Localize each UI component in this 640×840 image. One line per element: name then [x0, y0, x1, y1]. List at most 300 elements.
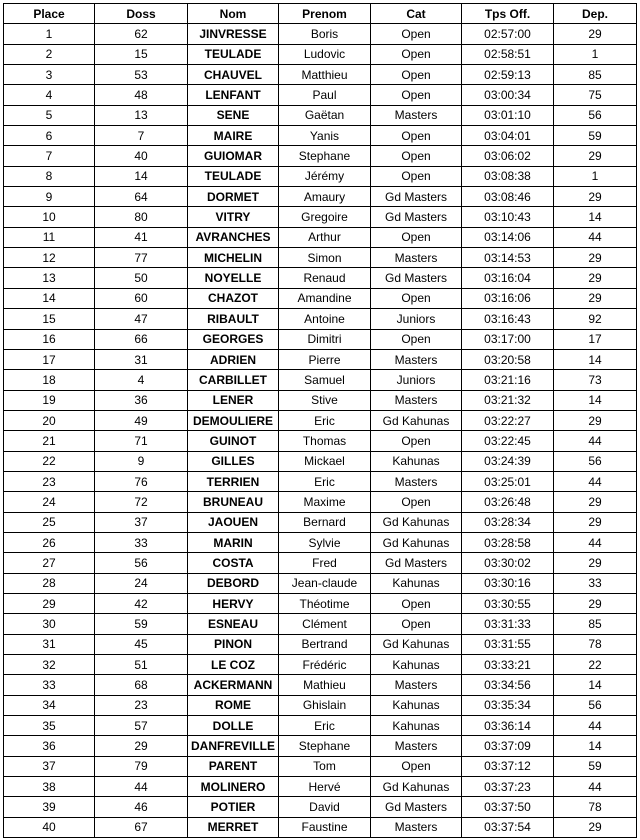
cell-prenom: Ghislain: [279, 695, 371, 715]
cell-cat: Open: [371, 126, 462, 146]
cell-nom: LE COZ: [188, 655, 279, 675]
cell-tps-off: 03:24:39: [462, 451, 554, 471]
table-row: [4, 309, 637, 329]
table-row: [4, 492, 637, 512]
cell-prenom: Jean-claude: [279, 573, 371, 593]
cell-cat: Kahunas: [371, 695, 462, 715]
cell-doss: 57: [95, 716, 188, 736]
cell-nom: TERRIEN: [188, 471, 279, 491]
cell-doss: 47: [95, 309, 188, 329]
cell-doss: 4: [95, 370, 188, 390]
table-row: [4, 736, 637, 756]
cell-cat: Open: [371, 227, 462, 247]
cell-cat: Gd Masters: [371, 187, 462, 207]
cell-tps-off: 03:21:16: [462, 370, 554, 390]
table-row: [4, 24, 637, 44]
cell-place: 20: [4, 410, 95, 430]
cell-nom: MOLINERO: [188, 777, 279, 797]
cell-tps-off: 03:31:33: [462, 614, 554, 634]
cell-place: 38: [4, 777, 95, 797]
table-row: [4, 471, 637, 491]
cell-cat: Juniors: [371, 309, 462, 329]
cell-doss: 48: [95, 85, 188, 105]
cell-nom: CARBILLET: [188, 370, 279, 390]
cell-cat: Open: [371, 146, 462, 166]
cell-nom: GEORGES: [188, 329, 279, 349]
cell-doss: 71: [95, 431, 188, 451]
table-row: [4, 593, 637, 613]
cell-dep: 29: [554, 268, 637, 288]
cell-tps-off: 03:33:21: [462, 655, 554, 675]
cell-place: 7: [4, 146, 95, 166]
cell-nom: PINON: [188, 634, 279, 654]
cell-nom: GILLES: [188, 451, 279, 471]
cell-tps-off: 03:22:27: [462, 410, 554, 430]
cell-cat: Masters: [371, 817, 462, 837]
table-row: [4, 166, 637, 186]
cell-tps-off: 03:28:34: [462, 512, 554, 532]
cell-tps-off: 03:04:01: [462, 126, 554, 146]
cell-place: 10: [4, 207, 95, 227]
cell-dep: 56: [554, 451, 637, 471]
cell-place: 4: [4, 85, 95, 105]
cell-nom: MERRET: [188, 817, 279, 837]
cell-doss: 67: [95, 817, 188, 837]
cell-dep: 59: [554, 756, 637, 776]
table-row: [4, 614, 637, 634]
cell-nom: COSTA: [188, 553, 279, 573]
table-row: [4, 553, 637, 573]
cell-place: 18: [4, 370, 95, 390]
cell-cat: Open: [371, 614, 462, 634]
cell-prenom: Stephane: [279, 736, 371, 756]
cell-tps-off: 03:10:43: [462, 207, 554, 227]
cell-dep: 29: [554, 187, 637, 207]
cell-prenom: Stephane: [279, 146, 371, 166]
cell-prenom: Paul: [279, 85, 371, 105]
cell-place: 3: [4, 65, 95, 85]
cell-prenom: Dimitri: [279, 329, 371, 349]
cell-doss: 45: [95, 634, 188, 654]
cell-doss: 80: [95, 207, 188, 227]
table-row: [4, 65, 637, 85]
cell-prenom: Pierre: [279, 349, 371, 369]
cell-cat: Gd Masters: [371, 207, 462, 227]
cell-doss: 14: [95, 166, 188, 186]
table-row: [4, 655, 637, 675]
cell-nom: DEMOULIERE: [188, 410, 279, 430]
table-row: [4, 105, 637, 125]
cell-tps-off: 03:08:46: [462, 187, 554, 207]
cell-nom: VITRY: [188, 207, 279, 227]
cell-dep: 29: [554, 248, 637, 268]
cell-cat: Gd Kahunas: [371, 512, 462, 532]
cell-doss: 23: [95, 695, 188, 715]
cell-nom: DORMET: [188, 187, 279, 207]
cell-nom: BRUNEAU: [188, 492, 279, 512]
cell-prenom: Ludovic: [279, 44, 371, 64]
cell-doss: 62: [95, 24, 188, 44]
cell-prenom: Mathieu: [279, 675, 371, 695]
cell-nom: GUINOT: [188, 431, 279, 451]
cell-doss: 33: [95, 532, 188, 552]
cell-prenom: Renaud: [279, 268, 371, 288]
cell-tps-off: 03:37:50: [462, 797, 554, 817]
cell-doss: 72: [95, 492, 188, 512]
cell-cat: Open: [371, 593, 462, 613]
table-row: [4, 207, 637, 227]
header-prenom: Prenom: [279, 4, 371, 24]
cell-cat: Juniors: [371, 370, 462, 390]
cell-dep: 44: [554, 471, 637, 491]
cell-nom: PARENT: [188, 756, 279, 776]
cell-doss: 50: [95, 268, 188, 288]
cell-doss: 60: [95, 288, 188, 308]
cell-place: 27: [4, 553, 95, 573]
cell-prenom: Théotime: [279, 593, 371, 613]
cell-doss: 66: [95, 329, 188, 349]
cell-cat: Masters: [371, 248, 462, 268]
cell-place: 15: [4, 309, 95, 329]
cell-prenom: Stive: [279, 390, 371, 410]
cell-doss: 29: [95, 736, 188, 756]
cell-tps-off: 03:17:00: [462, 329, 554, 349]
cell-dep: 29: [554, 593, 637, 613]
cell-tps-off: 03:31:55: [462, 634, 554, 654]
cell-dep: 56: [554, 105, 637, 125]
cell-doss: 59: [95, 614, 188, 634]
cell-prenom: Fred: [279, 553, 371, 573]
cell-doss: 13: [95, 105, 188, 125]
cell-tps-off: 03:06:02: [462, 146, 554, 166]
cell-prenom: Amandine: [279, 288, 371, 308]
table-row: [4, 146, 637, 166]
cell-prenom: Thomas: [279, 431, 371, 451]
cell-place: 33: [4, 675, 95, 695]
table-row: [4, 268, 637, 288]
table-row: [4, 716, 637, 736]
cell-dep: 29: [554, 146, 637, 166]
cell-tps-off: 03:21:32: [462, 390, 554, 410]
table-row: [4, 675, 637, 695]
cell-doss: 40: [95, 146, 188, 166]
cell-place: 26: [4, 532, 95, 552]
table-row: [4, 44, 637, 64]
cell-prenom: Boris: [279, 24, 371, 44]
cell-nom: POTIER: [188, 797, 279, 817]
table-row: [4, 777, 637, 797]
cell-cat: Masters: [371, 349, 462, 369]
cell-tps-off: 03:37:12: [462, 756, 554, 776]
cell-nom: CHAZOT: [188, 288, 279, 308]
cell-doss: 77: [95, 248, 188, 268]
cell-cat: Masters: [371, 675, 462, 695]
cell-dep: 33: [554, 573, 637, 593]
cell-place: 6: [4, 126, 95, 146]
cell-doss: 36: [95, 390, 188, 410]
cell-nom: ESNEAU: [188, 614, 279, 634]
cell-nom: GUIOMAR: [188, 146, 279, 166]
cell-tps-off: 03:30:55: [462, 593, 554, 613]
cell-doss: 7: [95, 126, 188, 146]
cell-cat: Open: [371, 288, 462, 308]
cell-dep: 14: [554, 207, 637, 227]
cell-tps-off: 03:16:06: [462, 288, 554, 308]
cell-place: 36: [4, 736, 95, 756]
cell-tps-off: 03:14:06: [462, 227, 554, 247]
cell-prenom: Mickael: [279, 451, 371, 471]
table-row: [4, 512, 637, 532]
cell-place: 13: [4, 268, 95, 288]
table-row: [4, 288, 637, 308]
cell-tps-off: 03:26:48: [462, 492, 554, 512]
cell-cat: Open: [371, 756, 462, 776]
cell-nom: LENER: [188, 390, 279, 410]
cell-dep: 22: [554, 655, 637, 675]
cell-tps-off: 03:34:56: [462, 675, 554, 695]
cell-tps-off: 03:16:04: [462, 268, 554, 288]
cell-prenom: Tom: [279, 756, 371, 776]
cell-doss: 37: [95, 512, 188, 532]
cell-dep: 92: [554, 309, 637, 329]
cell-place: 32: [4, 655, 95, 675]
cell-dep: 29: [554, 288, 637, 308]
cell-dep: 17: [554, 329, 637, 349]
cell-nom: JAOUEN: [188, 512, 279, 532]
cell-doss: 44: [95, 777, 188, 797]
cell-place: 8: [4, 166, 95, 186]
header-place: Place: [4, 4, 95, 24]
cell-cat: Open: [371, 166, 462, 186]
cell-dep: 59: [554, 126, 637, 146]
cell-dep: 44: [554, 532, 637, 552]
cell-tps-off: 02:58:51: [462, 44, 554, 64]
table-row: [4, 349, 637, 369]
cell-doss: 51: [95, 655, 188, 675]
table-row: [4, 573, 637, 593]
cell-dep: 75: [554, 85, 637, 105]
cell-dep: 56: [554, 695, 637, 715]
cell-nom: SENE: [188, 105, 279, 125]
table-row: [4, 370, 637, 390]
cell-dep: 1: [554, 166, 637, 186]
cell-prenom: Gregoire: [279, 207, 371, 227]
cell-cat: Open: [371, 492, 462, 512]
cell-cat: Masters: [371, 471, 462, 491]
cell-doss: 49: [95, 410, 188, 430]
cell-prenom: Clément: [279, 614, 371, 634]
cell-dep: 44: [554, 777, 637, 797]
cell-prenom: Eric: [279, 410, 371, 430]
cell-doss: 64: [95, 187, 188, 207]
cell-prenom: Maxime: [279, 492, 371, 512]
cell-cat: Masters: [371, 390, 462, 410]
cell-prenom: Yanis: [279, 126, 371, 146]
cell-cat: Open: [371, 44, 462, 64]
header-tps-off: Tps Off.: [462, 4, 554, 24]
cell-prenom: Sylvie: [279, 532, 371, 552]
table-row: [4, 329, 637, 349]
cell-place: 37: [4, 756, 95, 776]
cell-cat: Masters: [371, 105, 462, 125]
cell-nom: RIBAULT: [188, 309, 279, 329]
cell-nom: JINVRESSE: [188, 24, 279, 44]
header-doss: Doss: [95, 4, 188, 24]
cell-cat: Gd Masters: [371, 268, 462, 288]
cell-place: 14: [4, 288, 95, 308]
cell-place: 25: [4, 512, 95, 532]
cell-cat: Open: [371, 24, 462, 44]
cell-cat: Kahunas: [371, 451, 462, 471]
cell-tps-off: 03:25:01: [462, 471, 554, 491]
cell-cat: Gd Kahunas: [371, 777, 462, 797]
table-row: [4, 431, 637, 451]
cell-nom: LENFANT: [188, 85, 279, 105]
cell-prenom: Jérémy: [279, 166, 371, 186]
cell-nom: DOLLE: [188, 716, 279, 736]
cell-dep: 14: [554, 349, 637, 369]
cell-tps-off: 03:28:58: [462, 532, 554, 552]
cell-nom: CHAUVEL: [188, 65, 279, 85]
cell-doss: 31: [95, 349, 188, 369]
cell-nom: NOYELLE: [188, 268, 279, 288]
cell-dep: 29: [554, 553, 637, 573]
cell-prenom: Simon: [279, 248, 371, 268]
cell-nom: TEULADE: [188, 44, 279, 64]
cell-place: 29: [4, 593, 95, 613]
cell-place: 2: [4, 44, 95, 64]
header-cat: Cat: [371, 4, 462, 24]
cell-place: 1: [4, 24, 95, 44]
cell-dep: 78: [554, 634, 637, 654]
cell-nom: DEBORD: [188, 573, 279, 593]
cell-cat: Gd Masters: [371, 553, 462, 573]
cell-place: 22: [4, 451, 95, 471]
table-row: [4, 756, 637, 776]
cell-doss: 41: [95, 227, 188, 247]
cell-prenom: Amaury: [279, 187, 371, 207]
cell-place: 24: [4, 492, 95, 512]
cell-dep: 29: [554, 817, 637, 837]
cell-place: 30: [4, 614, 95, 634]
cell-place: 31: [4, 634, 95, 654]
cell-doss: 9: [95, 451, 188, 471]
cell-place: 21: [4, 431, 95, 451]
cell-prenom: Eric: [279, 471, 371, 491]
cell-dep: 44: [554, 716, 637, 736]
table-row: [4, 634, 637, 654]
cell-prenom: Arthur: [279, 227, 371, 247]
cell-prenom: Samuel: [279, 370, 371, 390]
cell-cat: Kahunas: [371, 716, 462, 736]
cell-prenom: Antoine: [279, 309, 371, 329]
cell-nom: AVRANCHES: [188, 227, 279, 247]
cell-dep: 14: [554, 675, 637, 695]
table-row: [4, 390, 637, 410]
cell-dep: 14: [554, 736, 637, 756]
cell-tps-off: 03:00:34: [462, 85, 554, 105]
cell-nom: HERVY: [188, 593, 279, 613]
cell-dep: 29: [554, 492, 637, 512]
table-row: [4, 227, 637, 247]
header-nom: Nom: [188, 4, 279, 24]
cell-cat: Gd Masters: [371, 797, 462, 817]
cell-place: 11: [4, 227, 95, 247]
cell-dep: 85: [554, 614, 637, 634]
table-row: [4, 248, 637, 268]
table-row: [4, 532, 637, 552]
cell-tps-off: 03:30:02: [462, 553, 554, 573]
cell-nom: TEULADE: [188, 166, 279, 186]
cell-tps-off: 03:30:16: [462, 573, 554, 593]
cell-prenom: Frédéric: [279, 655, 371, 675]
cell-nom: DANFREVILLE: [188, 736, 279, 756]
cell-cat: Kahunas: [371, 655, 462, 675]
cell-doss: 42: [95, 593, 188, 613]
cell-cat: Open: [371, 65, 462, 85]
cell-nom: MARIN: [188, 532, 279, 552]
cell-nom: MAIRE: [188, 126, 279, 146]
cell-place: 23: [4, 471, 95, 491]
cell-nom: ROME: [188, 695, 279, 715]
cell-place: 16: [4, 329, 95, 349]
cell-prenom: Bertrand: [279, 634, 371, 654]
cell-doss: 79: [95, 756, 188, 776]
table-row: [4, 410, 637, 430]
cell-doss: 53: [95, 65, 188, 85]
table-row: [4, 817, 637, 837]
cell-cat: Open: [371, 431, 462, 451]
cell-tps-off: 03:20:58: [462, 349, 554, 369]
cell-prenom: Hervé: [279, 777, 371, 797]
cell-dep: 1: [554, 44, 637, 64]
cell-prenom: Bernard: [279, 512, 371, 532]
table-row: [4, 126, 637, 146]
cell-tps-off: 03:37:23: [462, 777, 554, 797]
table-row: [4, 85, 637, 105]
results-table: [3, 3, 637, 838]
cell-prenom: Eric: [279, 716, 371, 736]
cell-tps-off: 02:57:00: [462, 24, 554, 44]
cell-tps-off: 02:59:13: [462, 65, 554, 85]
cell-tps-off: 03:37:54: [462, 817, 554, 837]
cell-tps-off: 03:36:14: [462, 716, 554, 736]
cell-dep: 14: [554, 390, 637, 410]
cell-place: 35: [4, 716, 95, 736]
table-row: [4, 695, 637, 715]
cell-doss: 46: [95, 797, 188, 817]
cell-tps-off: 03:16:43: [462, 309, 554, 329]
cell-tps-off: 03:35:34: [462, 695, 554, 715]
cell-dep: 29: [554, 410, 637, 430]
table-row: [4, 797, 637, 817]
cell-dep: 73: [554, 370, 637, 390]
cell-doss: 15: [95, 44, 188, 64]
cell-place: 5: [4, 105, 95, 125]
cell-doss: 68: [95, 675, 188, 695]
cell-place: 39: [4, 797, 95, 817]
cell-cat: Masters: [371, 736, 462, 756]
cell-place: 28: [4, 573, 95, 593]
cell-dep: 44: [554, 431, 637, 451]
cell-place: 19: [4, 390, 95, 410]
cell-nom: ACKERMANN: [188, 675, 279, 695]
header-dep: Dep.: [554, 4, 637, 24]
cell-tps-off: 03:14:53: [462, 248, 554, 268]
cell-tps-off: 03:22:45: [462, 431, 554, 451]
cell-nom: MICHELIN: [188, 248, 279, 268]
cell-prenom: David: [279, 797, 371, 817]
